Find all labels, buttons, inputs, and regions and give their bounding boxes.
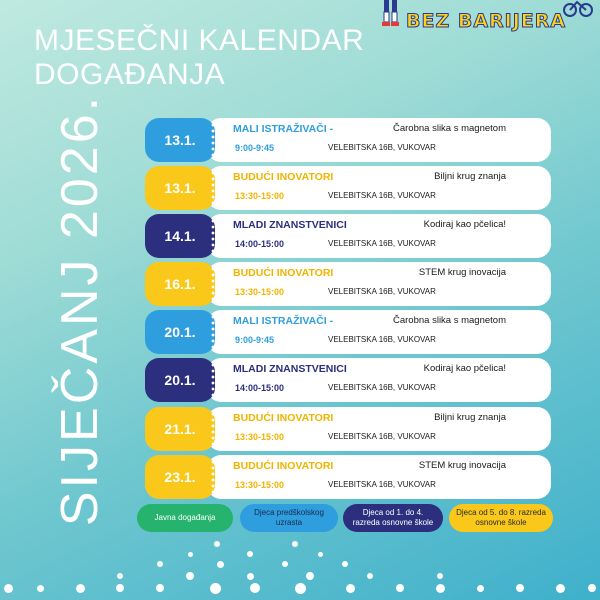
ticket-perforation [211, 362, 215, 398]
event-time: 14:00-15:00 [235, 383, 285, 393]
event-date: 13.1. [145, 118, 215, 162]
decorative-dot [210, 583, 221, 594]
decorative-dot [76, 584, 85, 593]
event-row [145, 358, 551, 402]
decorative-dot [516, 584, 524, 592]
legend-item: Javna događanja [137, 504, 233, 532]
decorative-dot [306, 572, 314, 580]
decorative-dot [436, 584, 445, 593]
event-title: Biljni krug znanja [434, 412, 506, 423]
event-date: 13.1. [145, 166, 215, 210]
event-time: 13:30-15:00 [235, 432, 285, 442]
event-location: VELEBITSKA 16B, VUKOVAR [328, 191, 436, 200]
legend-item: Djeca od 1. do 4. razreda osnovne škole [343, 504, 443, 532]
ticket-perforation [211, 266, 215, 302]
event-row [145, 214, 551, 258]
event-location: VELEBITSKA 16B, VUKOVAR [328, 287, 436, 296]
event-location: VELEBITSKA 16B, VUKOVAR [328, 143, 436, 152]
event-date: 16.1. [145, 262, 215, 306]
ticket-perforation [211, 218, 215, 254]
event-group: BUDUĆI INOVATORI [233, 412, 334, 424]
event-row [145, 166, 551, 210]
brand-logo [380, 0, 600, 36]
event-title: Biljni krug znanja [434, 171, 506, 182]
decorative-dot [37, 585, 44, 592]
event-row [145, 262, 551, 306]
decorative-dot [295, 583, 306, 594]
decorative-dot [556, 584, 565, 593]
event-group: MLADI ZNANSTVENICI [233, 363, 347, 375]
decorative-dot [367, 573, 373, 579]
decorative-dot [4, 584, 13, 593]
child-figure-icon [380, 0, 402, 28]
event-row [145, 455, 551, 499]
decorative-dot [318, 552, 323, 557]
decorative-dot [588, 584, 596, 592]
event-date: 23.1. [145, 455, 215, 499]
event-row [145, 310, 551, 354]
event-time: 14:00-15:00 [235, 239, 285, 249]
decorative-dot [188, 552, 193, 557]
event-title: Kodiraj kao pčelica! [423, 363, 506, 374]
month-text: SIJEČANJ 2026. [51, 93, 109, 527]
event-group: MLADI ZNANSTVENICI [233, 219, 347, 231]
event-time: 13:30-15:00 [235, 191, 285, 201]
event-location: VELEBITSKA 16B, VUKOVAR [328, 383, 436, 392]
decorative-dot [186, 572, 194, 580]
event-group: MALI ISTRAŽIVAČI - [233, 123, 334, 135]
ticket-perforation [211, 459, 215, 495]
legend-item: Djeca od 5. do 8. razreda osnovne škole [449, 504, 553, 532]
decorative-dot [250, 583, 260, 593]
event-time: 9:00-9:45 [235, 335, 275, 345]
braille-dots-decoration [0, 536, 600, 600]
event-group: BUDUĆI INOVATORI [233, 267, 334, 279]
decorative-dot [247, 551, 253, 557]
event-title: STEM krug inovacija [418, 460, 506, 471]
page-title [34, 24, 364, 92]
event-group: BUDUĆI INOVATORI [233, 460, 334, 472]
event-group: MALI ISTRAŽIVAČI - [233, 315, 334, 327]
decorative-dot [247, 573, 254, 580]
ticket-perforation [211, 314, 215, 350]
event-location: VELEBITSKA 16B, VUKOVAR [328, 239, 436, 248]
legend-item: Djeca predškolskog uzrasta [240, 504, 338, 532]
brand-name: BEZ BARIJERA [406, 10, 567, 32]
event-location: VELEBITSKA 16B, VUKOVAR [328, 335, 436, 344]
event-date: 20.1. [145, 358, 215, 402]
ticket-perforation [211, 170, 215, 206]
decorative-dot [342, 561, 348, 567]
event-title: STEM krug inovacija [418, 267, 506, 278]
decorative-dot [477, 585, 484, 592]
event-title: Čarobna slika s magnetom [393, 315, 506, 326]
event-row [145, 118, 551, 162]
event-date: 14.1. [145, 214, 215, 258]
event-time: 13:30-15:00 [235, 287, 285, 297]
decorative-dot [217, 561, 224, 568]
ticket-perforation [211, 411, 215, 447]
decorative-dot [156, 584, 164, 592]
event-row [145, 407, 551, 451]
event-title: Kodiraj kao pčelica! [423, 219, 506, 230]
title-line-2: DOGAĐANJA [34, 58, 226, 91]
decorative-dot [116, 584, 124, 592]
event-time: 13:30-15:00 [235, 480, 285, 490]
decorative-dot [396, 584, 404, 592]
event-title: Čarobna slika s magnetom [393, 123, 506, 134]
event-location: VELEBITSKA 16B, VUKOVAR [328, 432, 436, 441]
event-date: 21.1. [145, 407, 215, 451]
legend [137, 504, 555, 532]
event-location: VELEBITSKA 16B, VUKOVAR [328, 480, 436, 489]
decorative-dot [117, 573, 123, 579]
decorative-dot [346, 584, 355, 593]
event-date: 20.1. [145, 310, 215, 354]
decorative-dot [282, 561, 288, 567]
title-line-1: MJESEČNI KALENDAR [34, 24, 365, 57]
decorative-dot [157, 561, 163, 567]
decorative-dot [214, 541, 220, 547]
bicycle-icon [563, 0, 593, 20]
ticket-perforation [211, 122, 215, 158]
decorative-dot [292, 541, 298, 547]
event-group: BUDUĆI INOVATORI [233, 171, 334, 183]
event-time: 9:00-9:45 [235, 143, 275, 153]
decorative-dot [437, 573, 443, 579]
